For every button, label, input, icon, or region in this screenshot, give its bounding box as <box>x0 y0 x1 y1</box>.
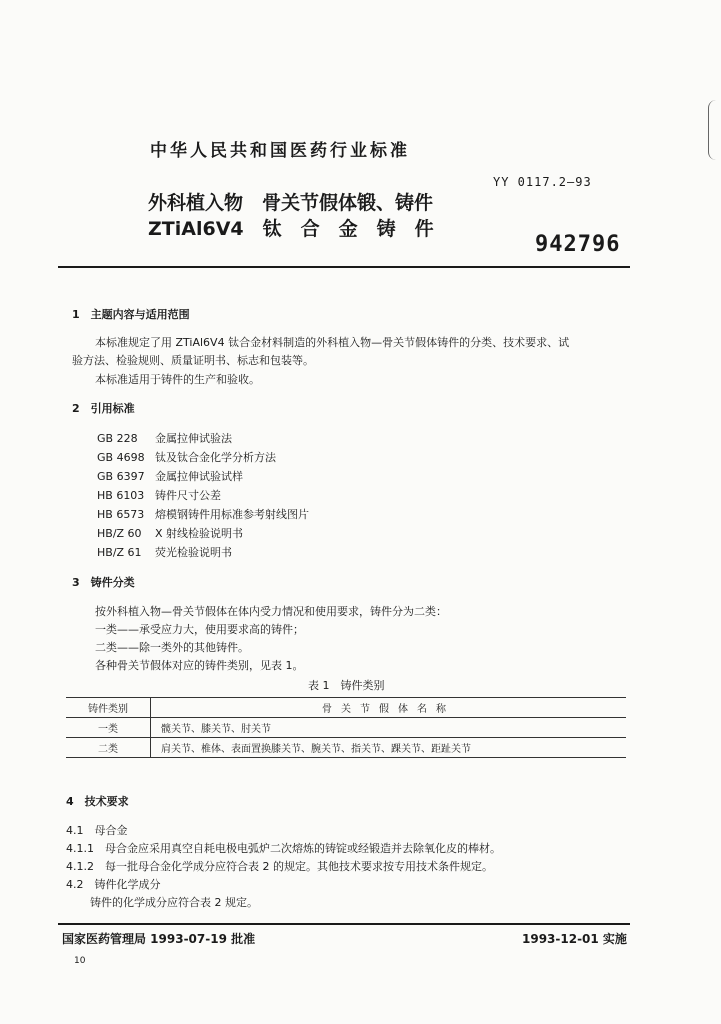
section-1-para-1-line-2: 验方法、检验规则、质量证明书、标志和包装等。 <box>72 354 314 367</box>
reference-item <box>97 449 276 465</box>
clause-4-1-1: 4.1.1 母合金应采用真空自耗电极电弧炉二次熔炼的铸锭或经锻造并去除氧化皮的棒材。 <box>66 842 501 855</box>
section-3-para-2: 一类——承受应力大，使用要求高的铸件； <box>95 623 304 636</box>
title-line-1: 外科植入物 骨关节假体锻、铸件 <box>148 192 434 214</box>
reference-code: HB/Z 60 <box>97 527 142 540</box>
subsection-4-1-heading: 4.1 母合金 <box>66 824 128 837</box>
subsection-4-2-heading: 4.2 铸件化学成分 <box>66 878 161 891</box>
standard-code: YY 0117.2—93 <box>493 175 592 189</box>
section-3-para-1: 按外科植入物—骨关节假体在体内受力情况和使用要求，铸件分为二类： <box>95 605 447 618</box>
reference-code: GB 6397 <box>97 470 145 483</box>
table-1-caption: 表 1 铸件类别 <box>308 679 385 692</box>
reference-title: 金属拉伸试验法 <box>155 432 232 445</box>
section-4-heading: 4 技术要求 <box>66 795 129 808</box>
scan-edge-mark <box>708 100 721 160</box>
reference-code: HB/Z 61 <box>97 546 142 559</box>
table-header-row <box>66 698 626 718</box>
reference-title: 熔模钢铸件用标准参考射线图片 <box>155 508 309 521</box>
clause-4-1-2: 4.1.2 每一批母合金化学成分应符合表 2 的规定。其他技术要求按专用技术条件规定。 <box>66 860 493 873</box>
reference-item <box>97 525 243 541</box>
effective-date: 1993-12-01 实施 <box>522 932 627 946</box>
header-rule <box>58 266 630 268</box>
footer-rule <box>58 923 630 925</box>
section-3-para-4: 各种骨关节假体对应的铸件类别，见表 1。 <box>95 659 304 672</box>
reference-title: 铸件尺寸公差 <box>155 489 221 502</box>
reference-item <box>97 468 243 484</box>
reference-code: GB 4698 <box>97 451 145 464</box>
section-3-para-3: 二类——除一类外的其他铸件。 <box>95 641 249 654</box>
table-cell-names: 髋关节、膝关节、肘关节 <box>151 718 627 738</box>
section-1-heading: 1 主题内容与适用范围 <box>72 308 190 321</box>
reference-code: HB 6573 <box>97 508 145 521</box>
reference-title: 钛及钛合金化学分析方法 <box>155 451 276 464</box>
table-row <box>66 718 626 738</box>
reference-code: HB 6103 <box>97 489 145 502</box>
page-number: 10 <box>74 956 86 966</box>
reference-title: X 射线检验说明书 <box>155 527 244 540</box>
table-cell-category: 二类 <box>66 738 151 758</box>
section-1-para-2: 本标准适用于铸件的生产和验收。 <box>95 373 260 386</box>
table-cell-names: 肩关节、椎体、表面置换膝关节、腕关节、指关节、踝关节、距趾关节 <box>151 738 627 758</box>
stamp-number: 942796 <box>535 232 621 257</box>
approval-date: 国家医药管理局 1993-07-19 批准 <box>62 932 256 946</box>
title-line-2: ZTiAl6V4 钛 合 金 铸 件 <box>148 218 434 240</box>
table-cell-category: 一类 <box>66 718 151 738</box>
section-3-heading: 3 铸件分类 <box>72 576 135 589</box>
section-2-heading: 2 引用标准 <box>72 402 135 415</box>
table-header-category: 铸件类别 <box>66 698 151 718</box>
reference-code: GB 228 <box>97 432 138 445</box>
table-header-names: 骨关节假体名称 <box>151 698 627 718</box>
reference-title: 荧光检验说明书 <box>155 546 232 559</box>
reference-item <box>97 487 221 503</box>
standard-type: 中华人民共和国医药行业标准 <box>150 141 410 161</box>
section-1-para-1-line-1: 本标准规定了用 ZTiAl6V4 钛合金材料制造的外科植入物—骨关节假体铸件的分类、技术要求、试 <box>95 336 570 349</box>
reference-item <box>97 506 309 522</box>
table-1 <box>66 697 626 758</box>
clause-4-2-text: 铸件的化学成分应符合表 2 规定。 <box>90 896 258 909</box>
table-row <box>66 738 626 758</box>
reference-item <box>97 430 232 446</box>
reference-item <box>97 544 232 560</box>
reference-title: 金属拉伸试验试样 <box>155 470 243 483</box>
